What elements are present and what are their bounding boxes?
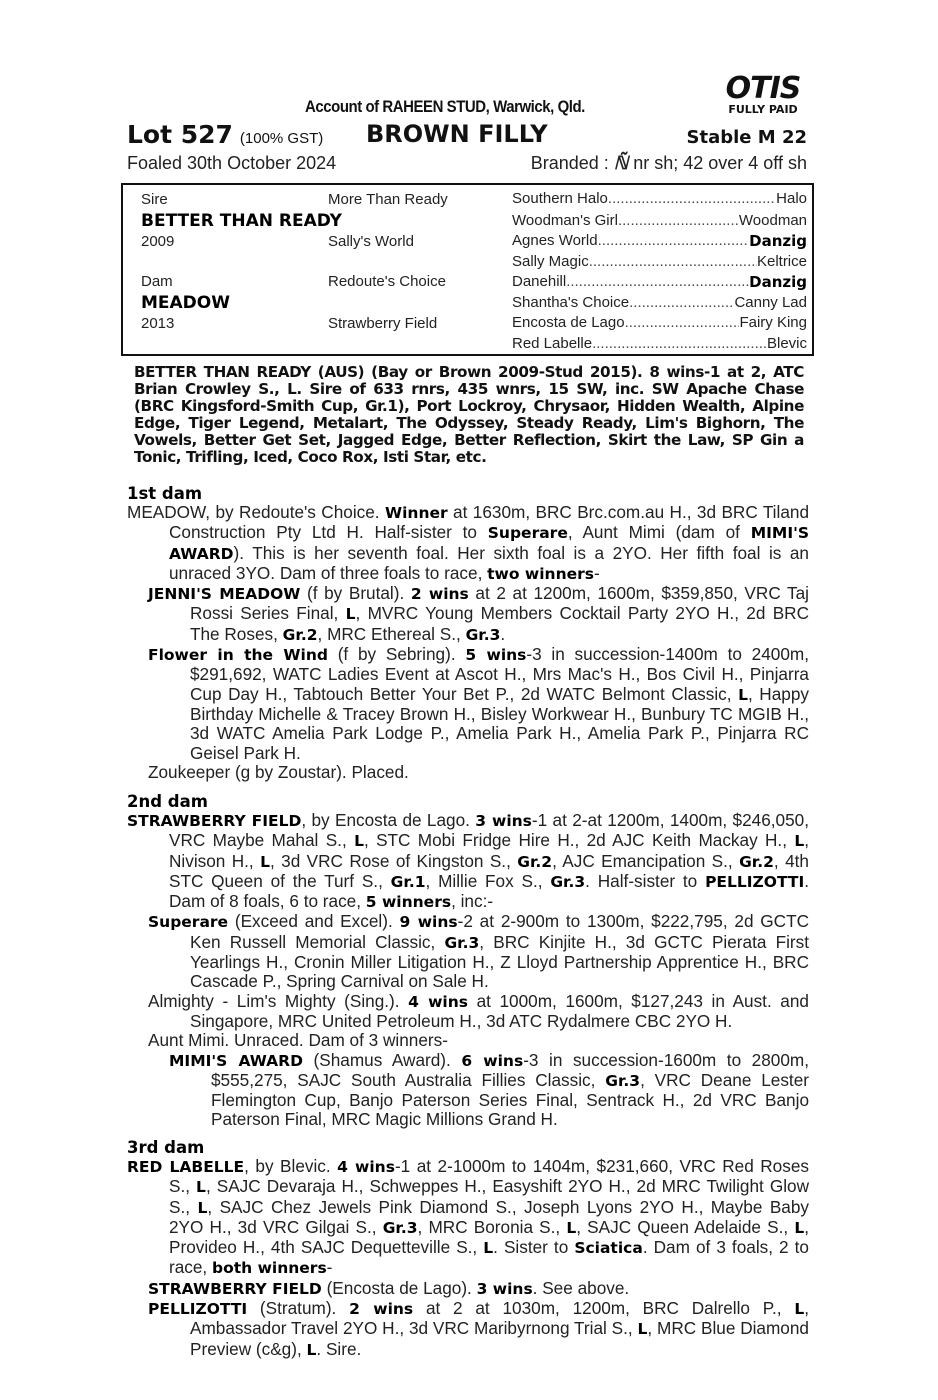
dam-entry: JENNI'S MEADOW (f by Brutal). 2 wins at 2 at 1200m, 1600m, $359,850, VRC Taj Rossi Series Final, L, MVRC Young Members Cocktail Party 2YO H., 2d BRC The Roses, Gr.2, MRC Ethereal S., Gr.3. (148, 583, 809, 644)
ggp-left: Shantha's Choice (512, 294, 630, 311)
foaled-date: Foaled 30th October 2024 (127, 153, 337, 173)
ggp-right: Canny Lad (734, 294, 807, 311)
vendor-account: Account of RAHEEN STUD, Warwick, Qld. (305, 97, 585, 116)
dam-year: 2013 (141, 315, 175, 332)
dam-entry: RED LABELLE, by Blevic. 4 wins-1 at 2-1000m to 1404m, $231,660, VRC Red Roses S., L, SAJC Devaraja H., Schweppes H., Easyshift 2YO H., 2d MRC Twilight Glow S., L, SAJC Chez Jewels Pink Diamond S., Joseph Lyons 2YO H., Maybe Baby 2YO H., 3d VRC Gilgai S., Gr.3, MRC Boronia S., L, SAJC Queen Adelaide S., L, Provideo H., 4th SAJC Dequetteville S., L. Sister to Sciatica. Dam of 3 foals, 2 to race, both winners- (127, 1156, 810, 1278)
brand-info (531, 153, 807, 174)
dam-entry: STRAWBERRY FIELD, by Encosta de Lago. 3 wins-1 at 2-at 1200m, 1400m, $246,050, VRC Maybe Mahal S., L, STC Mobi Fridge Hire H., 2d AJC Keith Mackay H., L, Nivison H., L, 3d VRC Rose of Kingston S., Gr.2, AJC Emancipation S., Gr.2, 4th STC Queen of the Turf S., Gr.1, Millie Fox S., Gr.3. Half-sister to PELLIZOTTI. Dam of 8 foals, 6 to race, 5 winners, inc:- (127, 810, 809, 912)
ggp-row (512, 314, 807, 331)
branded-detail: nr sh; 42 over 4 off sh (633, 153, 807, 173)
section-heading: 3rd dam (127, 1138, 205, 1157)
sire-name: BETTER THAN READY (141, 211, 342, 231)
ggp-right: Keltrice (756, 253, 807, 270)
ggp-left: Woodman's Girl (512, 212, 618, 229)
dam-sire: Redoute's Choice (328, 273, 446, 290)
ggp-left: Sally Magic (512, 253, 589, 270)
ggp-right: Danzig (749, 232, 807, 250)
ggp-right: Danzig (749, 273, 807, 291)
dam-entries (127, 1157, 809, 1360)
ggp-left: Danehill (512, 273, 567, 290)
dam-entries (127, 503, 809, 782)
third-dam-section (127, 1138, 809, 1360)
ggp-row (512, 273, 807, 291)
ggp-left: Agnes World (512, 232, 598, 249)
ggp-right: Woodman (738, 212, 807, 229)
dam-entry: Aunt Mimi. Unraced. Dam of 3 winners- (148, 1030, 448, 1051)
ggp-right: Blevic (766, 335, 807, 352)
dam-dam: Strawberry Field (328, 315, 438, 332)
sire-year: 2009 (141, 233, 175, 250)
ggp-right: Fairy King (739, 314, 807, 331)
otis-mark-icon: OTIS (725, 71, 801, 106)
section-heading: 1st dam (127, 484, 203, 503)
dam-entry: Superare (Exceed and Excel). 9 wins-2 at 2-900m to 1300m, $222,795, 2d GCTC Ken Russell Memorial Classic, Gr.3, BRC Kinjite H., 3d GCTC Pierata First Yearlings H., Cronin Miller Litigation H., Z Lloyd Partnership Apprentice H., BRC Cascade P., Spring Carnival on Sale H. (148, 911, 809, 992)
fully-paid-label: FULLY PAID (728, 103, 798, 116)
ggp-row (512, 294, 807, 311)
dam-label: Dam (141, 273, 173, 290)
dam-entry: Flower in the Wind (f by Sebring). 5 wins-3 in succession-1400m to 2400m, $291,692, WATC Ladies Event at Ascot H., Mrs Mac's H., Bos Civil H., Pinjarra Cup Day H., Tabtouch Better Your Bet P., 2d WATC Belmont Classic, L, Happy Birthday Michelle & Tracey Brown H., Bisley Workwear H., Bunbury TC MGIB H., 3d WATC Amelia Park Lodge P., Amelia Park H., Amelia Park P., Pinjarra RC Geisel Park H. (148, 644, 809, 763)
ggp-row (512, 232, 807, 250)
gst-label: (100% GST) (239, 130, 324, 147)
sire-summary: BETTER THAN READY (AUS) (Bay or Brown 2009-Stud 2015). 8 wins-1 at 2, ATC Brian Crowley S., L. Sire of 633 rnrs, 435 wnrs, 15 SW, inc. SW Apache Chase (BRC Kingsford-Smith Cup, Gr.1), Port Lockroy, Chrysaor, Hidden Wealth, Alpine Edge, Tiger Legend, Metalart, The Odyssey, Steady Ready, Lim's Bighorn, The Vowels, Better Get Set, Jagged Edge, Better Reflection, Skirt the Law, SP Gin a Tonic, Trifling, Iced, Coco Rox, Isti Star, etc. (134, 363, 804, 466)
ggp-left: Red Labelle (512, 335, 593, 352)
dam-entry: PELLIZOTTI (Stratum). 2 wins at 2 at 1030m, 1200m, BRC Dalrello P., L, Ambassador Travel 2YO H., 3d VRC Maribyrnong Trial S., L, MRC Blue Diamond Preview (c&g), L. Sire. (148, 1298, 809, 1359)
branded-label: Branded : (530, 153, 609, 173)
dam-name: MEADOW (141, 293, 231, 313)
brand-symbol-icon: ℕ̃ (613, 153, 629, 173)
ggp-row (512, 253, 807, 270)
pedigree-table (121, 183, 814, 356)
second-dam-section (127, 792, 809, 1130)
ggp-left: Encosta de Lago (512, 314, 625, 331)
dam-entries (127, 811, 809, 1130)
ggp-row (512, 335, 807, 352)
lot-label: Lot 527 (127, 120, 233, 149)
horse-description: BROWN FILLY (366, 120, 548, 148)
dam-entry: MEADOW, by Redoute's Choice. Winner at 1630m, BRC Brc.com.au H., 3d BRC Tiland Construction Pty Ltd H. Half-sister to Superare, Aunt Mimi (dam of MIMI'S AWARD). This is her seventh foal. Her sixth foal is a 2YO. Her fifth foal is an unraced 3YO. Dam of three foals to race, two winners- (127, 502, 809, 583)
dam-entry: MIMI'S AWARD (Shamus Award). 6 wins-3 in succession-1600m to 2800m, $555,275, SAJC South Australia Fillies Classic, Gr.3, VRC Deane Lester Flemington Cup, Banjo Paterson Series Final, Sentrack H., 2d VRC Banjo Paterson Final, MRC Magic Millions Grand H. (169, 1049, 810, 1130)
dam-entry: Almighty - Lim's Mighty (Sing.). 4 wins at 1000m, 1600m, $127,243 in Aust. and Singapore, MRC United Petroleum H., 3d ATC Rydalmere CBC 2YO H. (148, 990, 809, 1031)
dam-entry: STRAWBERRY FIELD (Encosta de Lago). 3 wins. See above. (148, 1277, 630, 1298)
stable-location: Stable M 22 (686, 127, 807, 148)
first-dam-section (127, 484, 809, 782)
sire-dam: Sally's World (328, 233, 414, 250)
dam-entry: Zoukeeper (g by Zoustar). Placed. (148, 761, 409, 782)
section-heading: 2nd dam (127, 792, 208, 811)
otis-logo (718, 71, 808, 116)
sire-sire: More Than Ready (328, 191, 448, 208)
ggp-right: Halo (776, 190, 807, 207)
sire-label: Sire (141, 191, 168, 208)
ggp-left: Southern Halo (512, 190, 608, 207)
ggp-row (512, 190, 807, 207)
ggp-row (512, 212, 807, 229)
lot-number (127, 120, 323, 150)
